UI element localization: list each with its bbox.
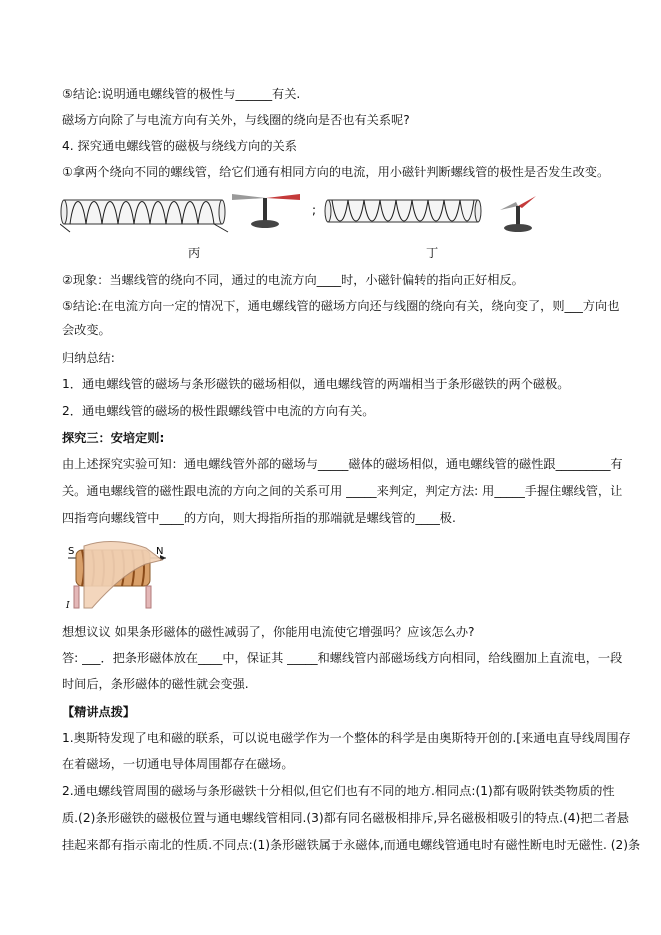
summary-point-2: 2．通电螺线管的磁场的极性跟螺线管中电流的方向有关。 <box>62 404 375 418</box>
step-1-line: ①拿两个绕向不同的螺线管，给它们通有相同方向的电流，用小磁针判断螺线管的极性是否发生改变。 <box>62 165 610 179</box>
ampere-line-2: 关。通电螺线管的磁性跟电流的方向之间的关系可用 _____来判定，判定方法: 用_____手握住螺线管，让 <box>62 484 623 498</box>
solenoid-right <box>325 200 481 222</box>
discussion-question: 想想议议 如果条形磁体的磁性减弱了，你能用电流使它增强吗？应该怎么办? <box>62 625 475 639</box>
key-point-2a: 2.通电螺线管周围的磁场与条形磁铁十分相似,但它们也有不同的地方.相同点:(1)都有吸附铁类物质的性 <box>62 784 615 798</box>
ampere-line-1: 由上述探究实验可知：通电螺线管外部的磁场与_____磁体的磁场相似，通电螺线管的磁性跟_________有 <box>62 457 623 471</box>
figure-separator: ; <box>312 203 317 217</box>
hand-label-i: I <box>66 601 70 611</box>
figure-label-bing: 丙 <box>188 246 201 260</box>
conclusion-line-1: ⑤结论:说明通电螺线管的极性与______有关. <box>62 87 301 101</box>
compass-right <box>500 196 536 232</box>
key-point-1b: 在着磁场，一切通电导体周围都存在磁场。 <box>62 757 294 771</box>
conclusion-line-2b: 会改变。 <box>62 323 111 337</box>
phenomenon-line: ②现象：当螺线管的绕向不同，通过的电流方向____时，小磁针偏转的指向正好相反。 <box>62 273 524 287</box>
summary-heading: 归纳总结: <box>62 351 115 365</box>
question-line: 磁场方向除了与电流方向有关外，与线圈的绕向是否也有关系呢? <box>62 113 410 127</box>
hand-label-s: S <box>68 546 75 557</box>
hand-label-n: N <box>156 546 164 557</box>
right-hand-rule-figure <box>62 538 172 614</box>
summary-point-1: 1．通电螺线管的磁场与条形磁铁的磁场相似，通电螺线管的两端相当于条形磁铁的两个磁极。 <box>62 377 570 391</box>
conclusion-line-2a: ⑤结论:在电流方向一定的情况下，通电螺线管的磁场方向还与线圈的绕向有关，绕向变了，则___方向也 <box>62 299 620 313</box>
key-point-1a: 1.奥斯特发现了电和磁的联系，可以说电磁学作为一个整体的科学是由奥斯特开创的.[来通电直导线周围存 <box>62 731 631 745</box>
section-4-heading: 4. 探究通电螺线管的磁极与绕线方向的关系 <box>62 139 297 153</box>
key-points-heading: 【精讲点拨】 <box>62 705 136 719</box>
ampere-line-3: 四指弯向螺线管中____的方向，则大拇指所指的那端就是螺线管的____极. <box>62 511 456 525</box>
answer-line-2: 时间后，条形磁体的磁性就会变强. <box>62 677 249 691</box>
solenoid-figure <box>60 188 580 244</box>
explore-3-heading: 探究三：安培定则: <box>62 431 165 445</box>
key-point-2b: 质.(2)条形磁铁的磁极位置与通电螺线管相同.(3)都有同名磁极相排斥,异名磁极相吸引的特点.(4)把二者悬 <box>62 811 629 825</box>
figure-label-ding: 丁 <box>426 246 439 260</box>
answer-line-1: 答: ___．把条形磁体放在____中，保证其 _____和螺线管内部磁场线方向相同，给线圈加上直流电，一段 <box>62 651 623 665</box>
key-point-2c: 挂起来都有指示南北的性质.不同点:(1)条形磁铁属于永磁体,而通电螺线管通电时有磁性断电时无磁性. (2)条 <box>62 838 641 852</box>
compass-left <box>232 194 300 228</box>
solenoid-left <box>60 200 228 232</box>
